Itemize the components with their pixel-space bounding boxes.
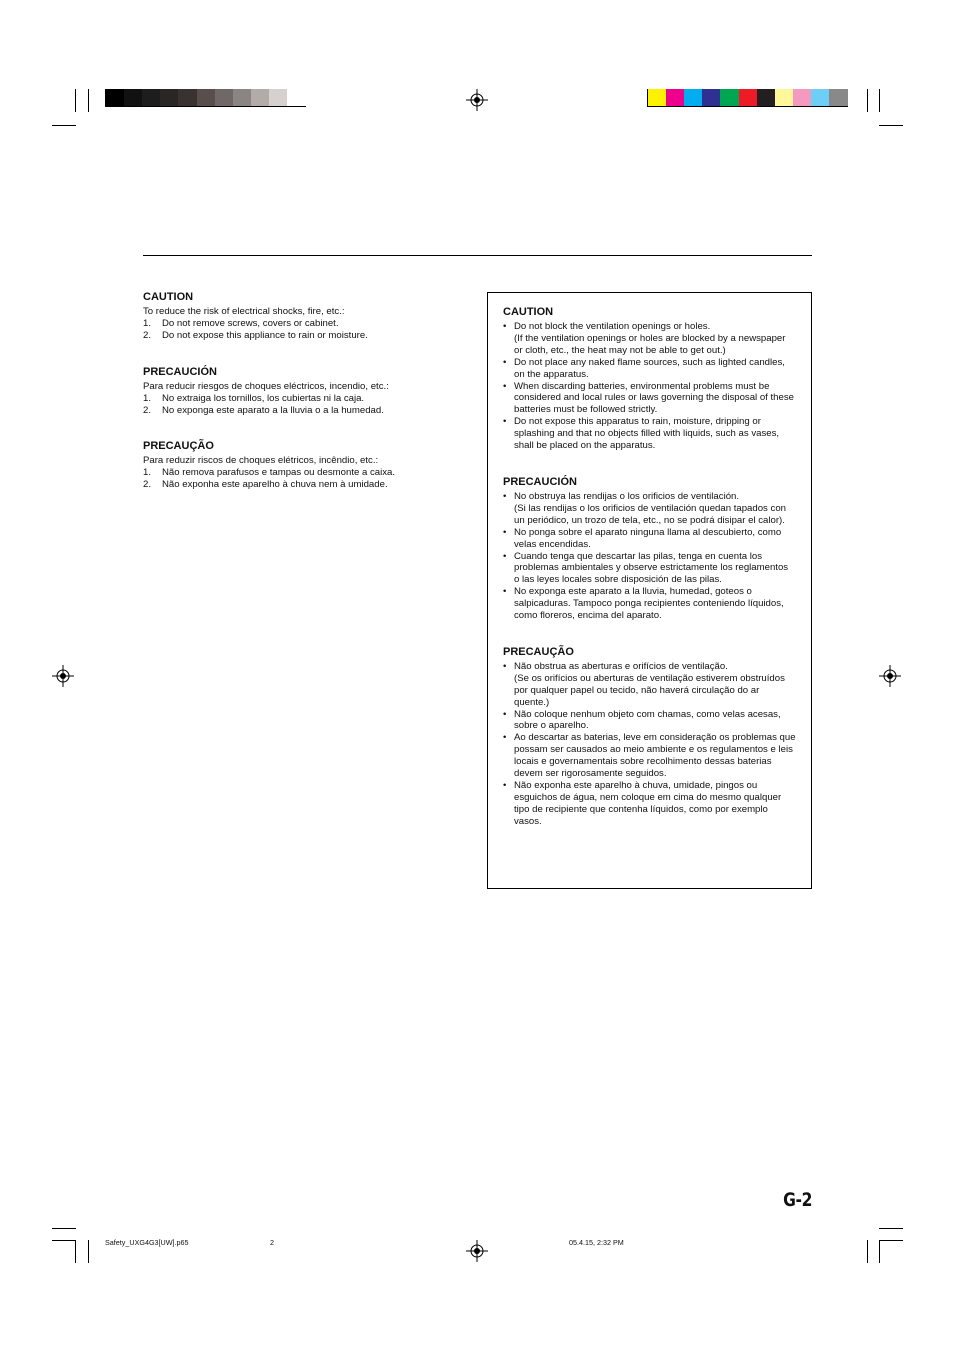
footer-page: 2 [270,1238,274,1247]
color-swatch [124,89,143,106]
section-heading: PRECAUÇÃO [503,645,574,658]
bullet-list [503,661,796,828]
numbered-list [143,393,473,417]
section-intro: Para reduzir riscos de choques elétricos, incêndio, etc.: [143,455,379,467]
registration-mark-top [466,89,488,111]
header-rule [143,255,812,256]
color-swatch [142,89,161,106]
color-swatch [757,89,776,106]
section-intro: Para reducir riesgos de choques eléctricos, incendio, etc.: [143,380,389,392]
registration-mark-bottom [466,1240,488,1262]
box-section-es [503,476,796,622]
color-swatch [811,89,830,106]
list-item: • Cuando tenga que descartar las pilas, tenga en cuenta los problemas ambientales y observe estrictamente los reglamentos o las leyes locales sobre disposición de las pilas. [503,551,796,587]
list-item: • When discarding batteries, environmental problems must be considered and local rules or laws governing the disposal of these batteries must be followed strictly. [503,381,796,417]
color-swatch [251,89,270,106]
color-swatch [702,89,721,106]
crop-mark-bottom-right-h2 [879,1240,903,1241]
color-swatch [269,89,288,106]
color-swatch [720,89,739,106]
color-swatch [160,89,179,106]
section-heading: CAUTION [143,291,194,303]
footer-filename: Safety_UXG4G3[UW].p65 [105,1238,189,1247]
caution-section-en [143,291,473,342]
color-swatch [666,89,685,106]
crop-mark-bottom-right-h [879,1228,903,1229]
section-heading: PRECAUCIÓN [143,365,217,378]
crop-mark-top-left-h [52,125,76,126]
list-item: • Do not block the ventilation openings or holes. (If the ventilation openings or holes are blocked by a newspaper or cloth, etc., the heat may not be able to get out.) [503,321,796,357]
caution-section-pt [143,440,473,491]
crop-mark-bottom-left-v2 [88,1240,89,1263]
crop-mark-top-right-h [879,125,903,126]
color-swatch [775,89,794,106]
list-item: • Não exponha este aparelho à chuva, umidade, pingos ou esguichos de água, nem coloque em cima do mesmo qualquer tipo de recipiente que contenha líquidos, como por exemplo vasos. [503,780,796,828]
left-column [143,291,473,515]
footer-datetime: 05.4.15, 2:32 PM [569,1238,624,1247]
numbered-list [143,318,473,342]
crop-mark-bottom-right-v [867,1240,868,1263]
section-heading: PRECAUCIÓN [503,475,577,488]
list-item: • No exponga este aparato a la lluvia, humedad, goteos o salpicaduras. Tampoco ponga recipientes conteniendo líquidos, como floreros, encima del aparato. [503,586,796,622]
list-item: • Não obstrua as aberturas e orifícios de ventilação. (Se os orifícios ou aberturas de ventilação estiverem obstruídos por qualquer papel ou tecido, não haverá circulação do ar quente.) [503,661,796,709]
list-item: 2. No exponga este aparato a la lluvia o a la humedad. [143,404,384,416]
box-section-en [503,306,796,452]
list-item: 2. Do not expose this appliance to rain or moisture. [143,329,368,341]
color-swatch [829,89,848,106]
color-swatch [178,89,197,106]
page-number: G-2 [783,1189,812,1211]
list-item: • No ponga sobre el aparato ninguna llama al descubierto, como velas encendidas. [503,527,796,551]
color-swatch [648,89,667,106]
crop-mark-top-right-v2 [879,89,880,112]
registration-mark-left [52,665,74,687]
box-section-pt [503,646,796,828]
color-swatch [684,89,703,106]
list-item: 1. No extraiga los tornillos, los cubiertas ni la caja. [143,392,365,404]
list-item: 2. Não exponha este aparelho à chuva nem à umidade. [143,479,388,491]
caution-section-es [143,366,473,417]
color-swatch [215,89,234,106]
list-item: 1. Não remova parafusos e tampas ou desmonte a caixa. [143,467,396,479]
color-swatch [233,89,252,106]
caution-box [487,292,812,889]
list-item: • Do not expose this apparatus to rain, moisture, dripping or splashing and that no objects filled with liquids, such as vases, shall be placed on the apparatus. [503,416,796,452]
color-swatch [739,89,758,106]
crop-mark-top-right-v [867,89,868,112]
crop-mark-bottom-left-h2 [52,1240,76,1241]
crop-mark-bottom-left-h [52,1228,76,1229]
list-item: • Não coloque nenhum objeto com chamas, como velas acesas, sobre o aparelho. [503,709,796,733]
bullet-list [503,321,796,452]
section-heading: PRECAUÇÃO [143,440,214,453]
color-swatch [106,89,125,106]
list-item: • Ao descartar as baterias, leve em consideração os problemas que possam ser causados ao meio ambiente e os regulamentos e leis locais e governamentais sobre recolhimento dessas baterias devem ser rigorosamente seguidos. [503,732,796,780]
color-swatch [197,89,216,106]
color-swatch [287,89,306,106]
crop-mark-top-left-v2 [88,89,89,112]
crop-mark-bottom-left-v [75,1240,76,1263]
caution-box-content [503,306,796,852]
bullet-list [503,491,796,622]
list-item: 1. Do not remove screws, covers or cabinet. [143,317,339,329]
section-heading: CAUTION [503,306,554,318]
section-intro: To reduce the risk of electrical shocks, fire, etc.: [143,306,345,317]
crop-mark-bottom-right-v2 [879,1240,880,1263]
list-item: • No obstruya las rendijas o los orificios de ventilación. (Si las rendijas o los orificios de ventilación quedan tapados con un periódico, un trozo de tela, etc., no se podrá disipar el calor). [503,491,796,527]
list-item: • Do not place any naked flame sources, such as lighted candles, on the apparatus. [503,357,796,381]
color-swatch [793,89,812,106]
numbered-list [143,467,473,491]
registration-mark-right [879,665,901,687]
crop-mark-top-left-v [75,89,76,112]
